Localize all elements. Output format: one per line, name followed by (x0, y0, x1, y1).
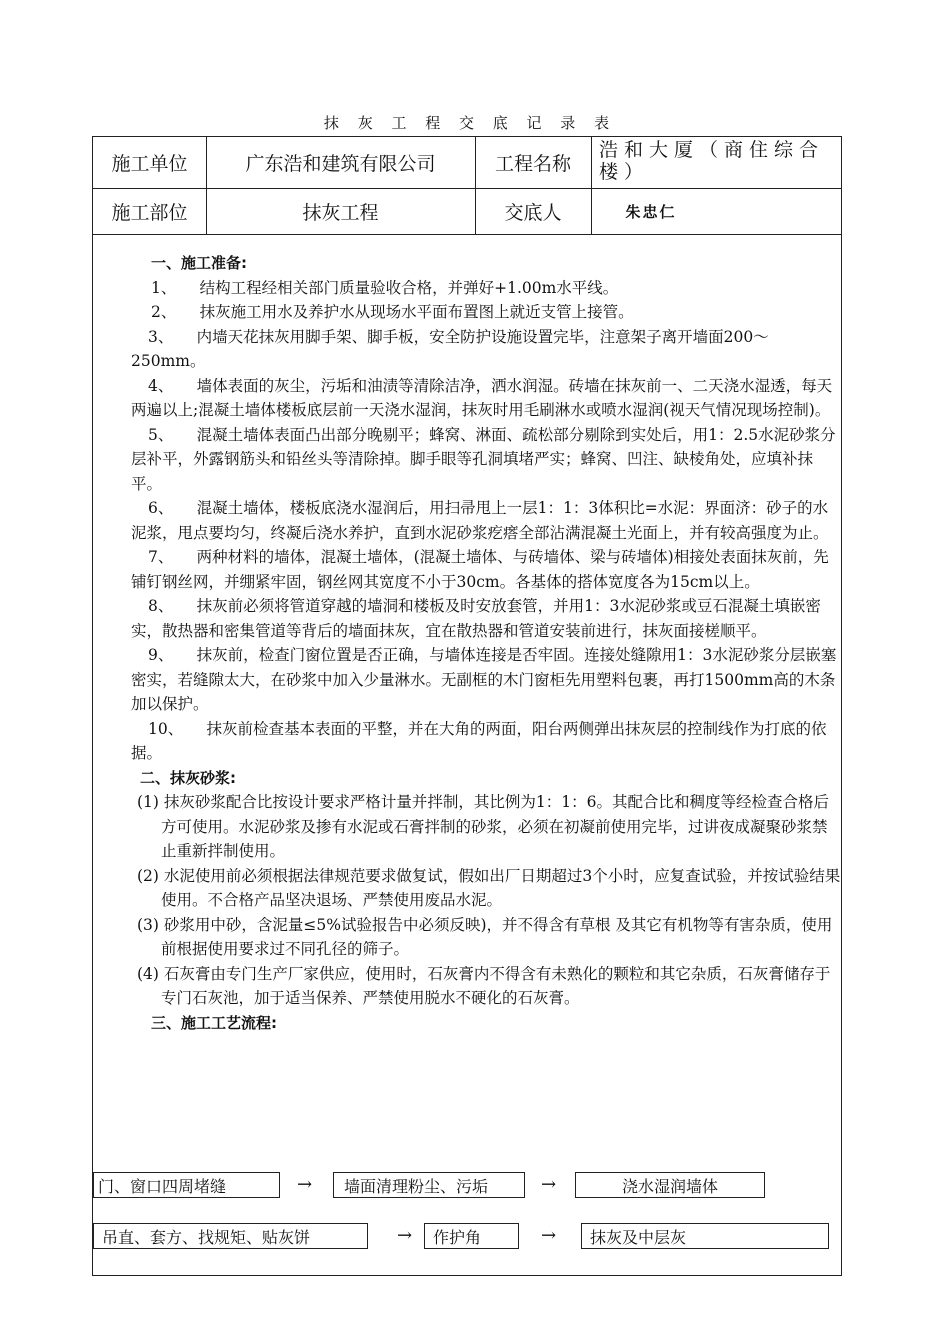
arrow-right-icon: → (541, 1174, 557, 1195)
list-item: 9、 抹灰前，检查门窗位置是否正确，与墙体连接是否牢固。连接处缝隙用1：3水泥砂浆分层嵌塞密实，若缝隙太大，在砂浆中加入少量淋水。无副框的木门窗柜先用塑料包裹，再打1500mm高的木条加以保护。 (131, 646, 837, 713)
list-item: (1) 抹灰砂浆配合比按设计要求严格计量并拌制，其比例为1：1：6。其配合比和稠度等经检查合格后方可使用。水泥砂浆及掺有水泥或石膏拌制的砂浆，必须在初凝前使用完毕，过讲夜成凝聚砂浆禁止重新拌制使用。 (137, 793, 829, 860)
arrow-right-icon: → (397, 1225, 413, 1246)
flow-step: 吊直、套方、找规矩、贴灰饼 (93, 1223, 368, 1249)
list-item: 7、 两种材料的墙体，混凝土墙体，(混凝土墙体、与砖墙体、梁与砖墙体)相接处表面抹灰前，先铺钉钢丝网，并绷紧牢固，钢丝网其宽度不小于30cm。各基体的搭体宽度各为15cm以上。 (131, 548, 829, 591)
arrow-right-icon: → (297, 1174, 313, 1195)
flow-row-2 (93, 1223, 843, 1255)
document-title: 抹 灰 工 程 交 底 记 录 表 (323, 114, 617, 132)
section-heading: 三、施工工艺流程: (151, 1013, 277, 1032)
flow-row-1 (93, 1172, 843, 1204)
section-heading: 二、抹灰砂浆: (140, 768, 236, 787)
list-item: 4、 墙体表面的灰尘，污垢和油渍等清除洁净，洒水润湿。砖墙在抹灰前一、二天浇水湿透，每天两遍以上;混凝土墙体楼板底层前一天浇水湿润，抹灰时用毛刷淋水或喷水湿润(视天气情况现场控制)。 (131, 376, 833, 419)
row-divider (93, 234, 841, 235)
flow-step: 抹灰及中层灰 (581, 1223, 829, 1249)
flow-step: 门、窗口四周堵缝 (93, 1172, 280, 1198)
section-heading: 一、施工准备: (151, 254, 247, 272)
part-label: 施工部位 (111, 201, 188, 224)
project-value: 浩和大厦（商住综合楼） (599, 139, 825, 183)
list-item: (2) 水泥使用前必须根据法律规范要求做复试，假如出厂日期超过3个小时，应复查试验，并按试验结果使用。不合格产品坚决退场、严禁使用废品水泥。 (137, 866, 841, 909)
list-item: (3) 砂浆用中砂，含泥量≤5%试验报告中必须反映)，并不得含有草根 及其它有机物等有害杂质，使用前根据使用要求过不同孔径的筛子。 (137, 915, 833, 958)
list-item: 1、 结构工程经相关部门质量验收合格，并弹好+1.00m水平线。 (151, 278, 619, 297)
list-item: 3、 内墙天花抹灰用脚手架、脚手板，安全防护设施设置完毕，注意架子离开墙面200～250mm。 (131, 327, 769, 370)
record-table (92, 136, 842, 1276)
flow-step: 浇水湿润墙体 (575, 1172, 765, 1198)
content-body (131, 251, 841, 1035)
unit-value: 广东浩和建筑有限公司 (245, 153, 436, 175)
person-label: 交底人 (504, 201, 562, 224)
project-label: 工程名称 (494, 153, 571, 175)
arrow-right-icon: → (541, 1225, 557, 1246)
part-value: 抹灰工程 (302, 201, 379, 224)
list-item: 5、 混凝土墙体表面凸出部分晚剔平；蜂窝、淋面、疏松部分剔除到实处后，用1：2.5水泥砂浆分层补平，外露钢筋头和铅丝头等清除掉。脚手眼等孔洞填堵严实；蜂窝、凹注、缺棱角处，应填补抹平。 (131, 425, 836, 493)
list-item: 8、 抹灰前必须将管道穿越的墙洞和楼板及时安放套管，并用1：3水泥砂浆或豆石混凝土填嵌密实，散热器和密集管道等背后的墙面抹灰，宜在散热器和管道安装前进行，抹灰面接槎顺平。 (131, 597, 821, 640)
list-item: 10、 抹灰前检查基本表面的平整，并在大角的两面，阳台两侧弹出抹灰层的控制线作为打底的依据。 (131, 719, 827, 762)
flow-step: 作护角 (424, 1223, 519, 1249)
list-item: 2、 抹灰施工用水及养护水从现场水平面布置图上就近支管上接管。 (151, 303, 634, 321)
flow-step: 墙面清理粉尘、污垢 (333, 1172, 525, 1198)
list-item: 6、 混凝土墙体，楼板底浇水湿润后，用扫帚甩上一层1：1：3体积比=水泥：界面济：砂子的水泥浆，甩点要均匀，终凝后浇水养护，直到水泥砂浆疙瘩全部沾满混凝土光面上，并有较高强度为止。 (131, 499, 829, 542)
unit-label: 施工单位 (111, 153, 188, 175)
signature: 朱忠仁 (625, 202, 677, 221)
list-item: (4) 石灰膏由专门生产厂家供应，使用时，石灰膏内不得含有未熟化的颗粒和其它杂质，石灰膏储存于专门石灰池，加于适当保养、严禁使用脱水不硬化的石灰膏。 (137, 964, 831, 1007)
